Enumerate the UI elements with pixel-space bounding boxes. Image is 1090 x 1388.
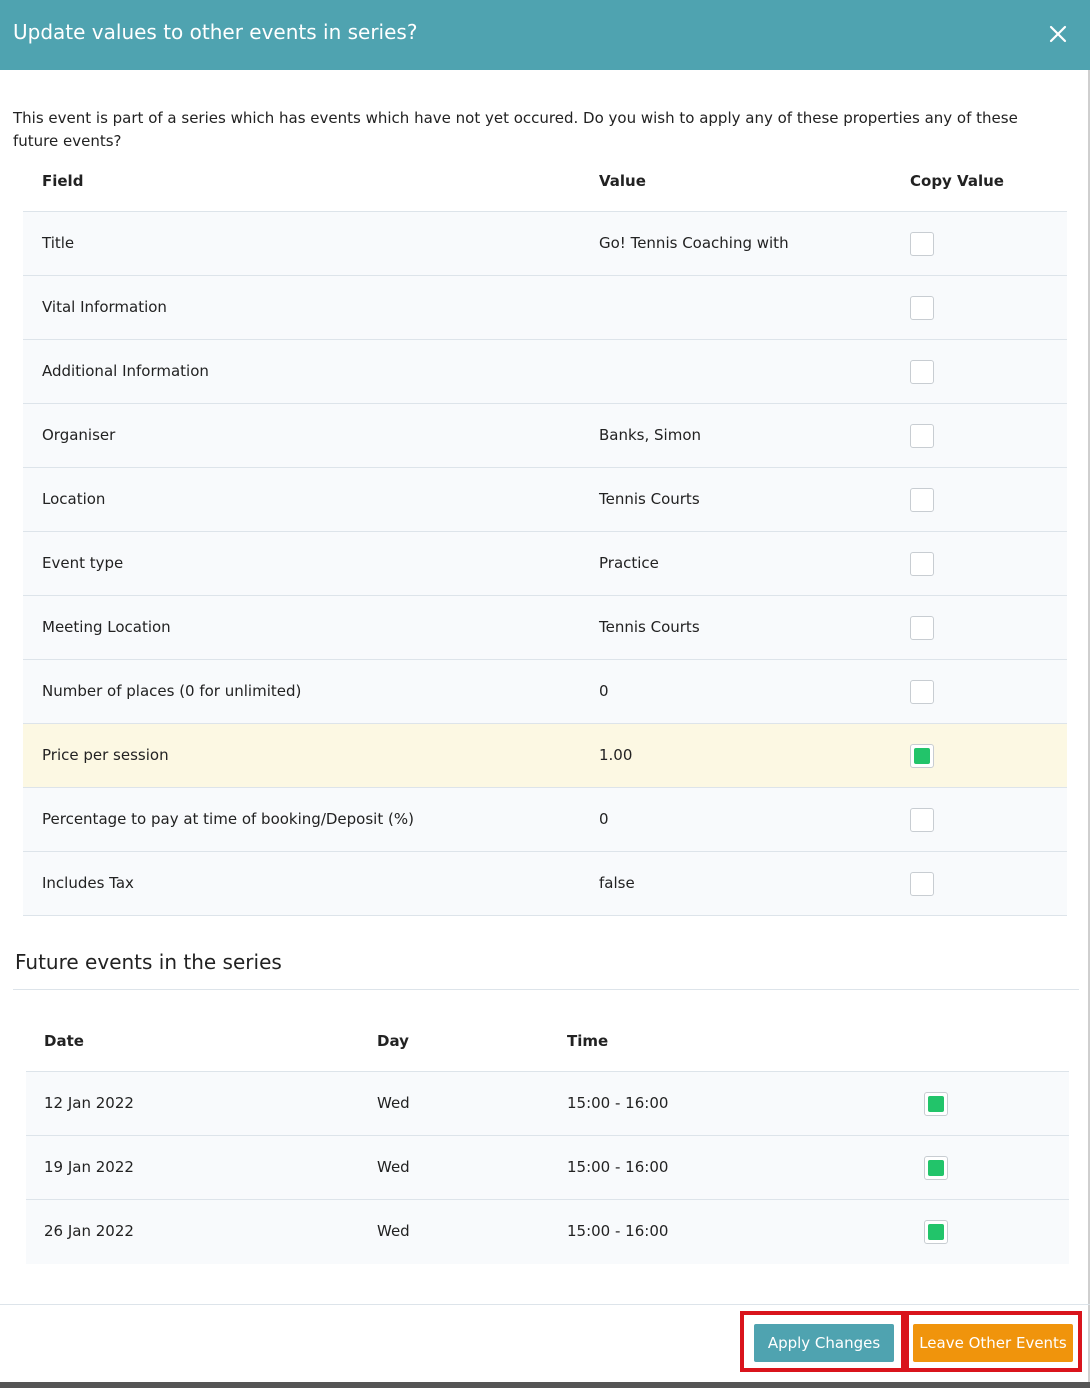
field-row — [23, 660, 1067, 724]
field-row — [23, 724, 1067, 788]
copy-value-checkbox[interactable] — [910, 808, 934, 832]
field-value: Tennis Courts — [599, 490, 700, 508]
leave-other-events-button[interactable]: Leave Other Events — [913, 1324, 1073, 1362]
fields-table-header — [23, 150, 1067, 212]
field-row — [23, 532, 1067, 596]
event-select-checkbox[interactable] — [924, 1092, 948, 1116]
header-date: Date — [44, 1032, 84, 1050]
event-time: 15:00 - 16:00 — [567, 1222, 669, 1240]
copy-value-checkbox[interactable] — [910, 744, 934, 768]
event-date: 12 Jan 2022 — [44, 1094, 134, 1112]
copy-value-checkbox[interactable] — [910, 616, 934, 640]
field-name: Number of places (0 for unlimited) — [42, 682, 302, 700]
field-value: 0 — [599, 682, 609, 700]
events-table-header — [26, 1010, 1069, 1072]
header-day: Day — [377, 1032, 409, 1050]
fields-table — [23, 150, 1067, 916]
copy-value-checkbox[interactable] — [910, 232, 934, 256]
field-name: Meeting Location — [42, 618, 171, 636]
field-value: Practice — [599, 554, 659, 572]
field-row — [23, 596, 1067, 660]
event-date: 19 Jan 2022 — [44, 1158, 134, 1176]
field-row — [23, 468, 1067, 532]
event-row — [26, 1072, 1069, 1136]
dialog-title: Update values to other events in series? — [13, 20, 418, 44]
field-row — [23, 340, 1067, 404]
dialog-header — [0, 0, 1090, 70]
event-row — [26, 1136, 1069, 1200]
field-name: Title — [42, 234, 75, 252]
field-value: false — [599, 874, 635, 892]
copy-value-checkbox[interactable] — [910, 360, 934, 384]
field-row — [23, 852, 1067, 916]
header-copy-value: Copy Value — [910, 172, 1004, 190]
apply-changes-button[interactable]: Apply Changes — [754, 1324, 894, 1362]
footer-divider — [0, 1304, 1090, 1305]
field-value: Tennis Courts — [599, 618, 700, 636]
field-row — [23, 788, 1067, 852]
field-name: Organiser — [42, 426, 116, 444]
future-events-title: Future events in the series — [15, 950, 282, 974]
future-events-table — [26, 1010, 1069, 1264]
copy-value-checkbox[interactable] — [910, 552, 934, 576]
field-row — [23, 212, 1067, 276]
field-name: Location — [42, 490, 106, 508]
field-row — [23, 404, 1067, 468]
event-day: Wed — [377, 1158, 410, 1176]
event-day: Wed — [377, 1094, 410, 1112]
field-name: Percentage to pay at time of booking/Deposit (%) — [42, 810, 414, 828]
event-select-checkbox[interactable] — [924, 1156, 948, 1180]
copy-value-checkbox[interactable] — [910, 488, 934, 512]
close-button[interactable] — [1042, 18, 1074, 50]
event-time: 15:00 - 16:00 — [567, 1158, 669, 1176]
header-value: Value — [599, 172, 646, 190]
event-time: 15:00 - 16:00 — [567, 1094, 669, 1112]
dialog-intro-text: This event is part of a series which has events which have not yet occured. Do you wish to apply any of these properties any of these future events? — [13, 109, 1018, 150]
field-value: Go! Tennis Coaching with — [599, 234, 789, 252]
event-day: Wed — [377, 1222, 410, 1240]
future-events-divider — [13, 989, 1079, 990]
field-name: Includes Tax — [42, 874, 134, 892]
header-field: Field — [42, 172, 84, 190]
copy-value-checkbox[interactable] — [910, 296, 934, 320]
field-name: Event type — [42, 554, 124, 572]
header-time: Time — [567, 1032, 609, 1050]
copy-value-checkbox[interactable] — [910, 424, 934, 448]
field-value: 1.00 — [599, 746, 633, 764]
event-row — [26, 1200, 1069, 1264]
background-strip — [0, 1382, 1090, 1388]
field-name: Additional Information — [42, 362, 209, 380]
field-name: Price per session — [42, 746, 169, 764]
field-row — [23, 276, 1067, 340]
event-date: 26 Jan 2022 — [44, 1222, 134, 1240]
field-name: Vital Information — [42, 298, 167, 316]
event-select-checkbox[interactable] — [924, 1220, 948, 1244]
field-value: Banks, Simon — [599, 426, 702, 444]
close-icon — [1049, 25, 1067, 43]
copy-value-checkbox[interactable] — [910, 680, 934, 704]
copy-value-checkbox[interactable] — [910, 872, 934, 896]
field-value: 0 — [599, 810, 609, 828]
